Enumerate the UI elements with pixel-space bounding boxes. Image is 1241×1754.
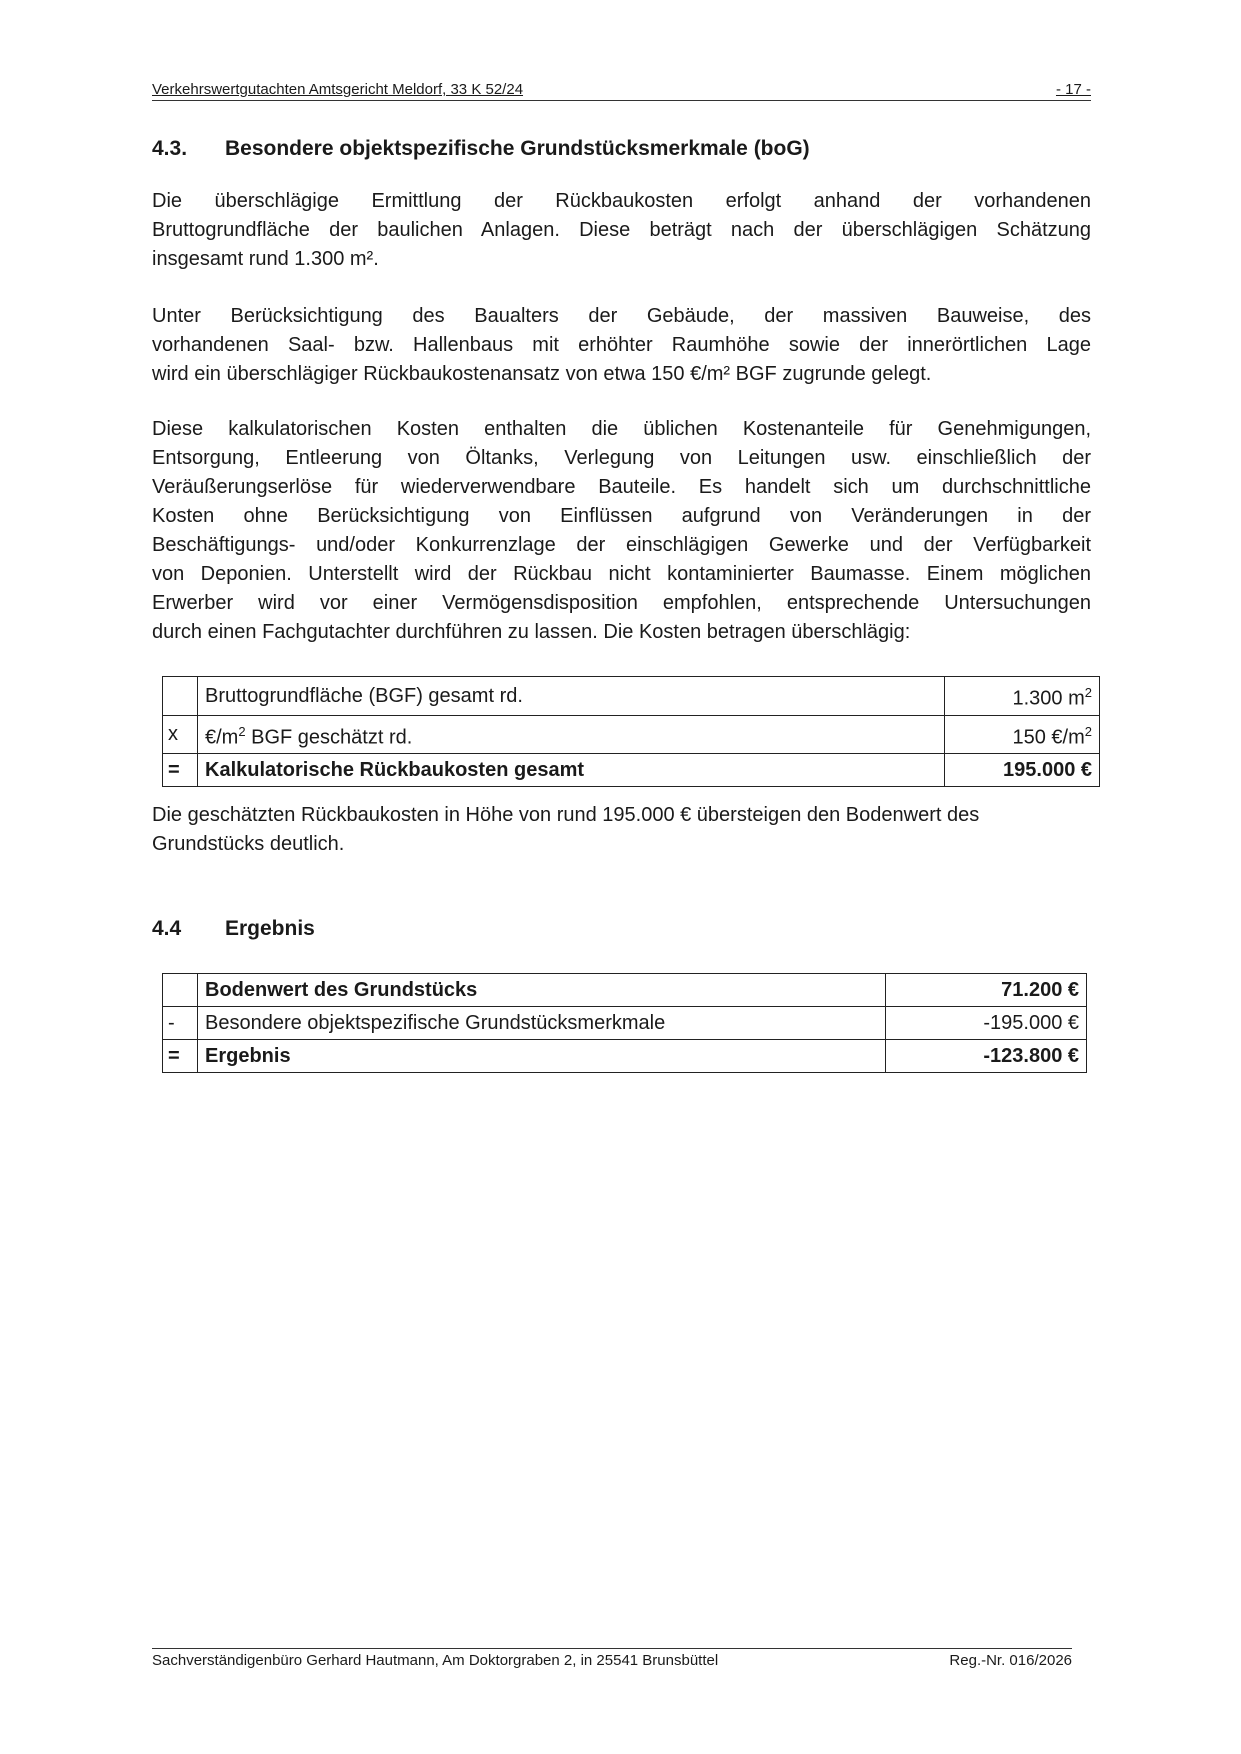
table-row <box>163 1007 1087 1040</box>
value-cell: 195.000 € <box>945 754 1100 787</box>
label-text: BGF geschätzt rd. <box>245 726 413 749</box>
page-header <box>152 80 1091 101</box>
value-cell: -195.000 € <box>886 1007 1087 1040</box>
section-number: 4.3. <box>152 137 188 160</box>
section-heading-4-4 <box>152 916 315 942</box>
text-line: durch einen Fachgutachter durchführen zu lassen. Die Kosten betragen überschlägig: <box>152 621 911 643</box>
text-line: Die überschlägige Ermittlung der Rückbaukosten erfolgt anhand der vorhandenen <box>152 190 1091 212</box>
label-cell: Ergebnis <box>198 1040 886 1073</box>
table-row <box>163 974 1087 1007</box>
section-number: 4.4 <box>152 917 182 940</box>
label-cell: Bruttogrundfläche (BGF) gesamt rd. <box>198 677 945 716</box>
label-cell: Kalkulatorische Rückbaukosten gesamt <box>198 754 945 787</box>
section-title: Ergebnis <box>225 917 315 940</box>
text-line: wird ein überschlägiger Rückbaukostenansatz von etwa 150 €/m² BGF zugrunde gelegt. <box>152 363 932 385</box>
page-footer <box>152 1648 1072 1674</box>
text-line: von Deponien. Unterstellt wird der Rückbau nicht kontaminierter Baumasse. Einem möglichen <box>152 563 1091 585</box>
value-cell: -123.800 € <box>886 1040 1087 1073</box>
footer-office-address: Sachverständigenbüro Gerhard Hautmann, Am Doktorgraben 2, in 25541 Brunsbüttel <box>152 1652 719 1669</box>
value-text: 150 €/m <box>1012 726 1085 749</box>
label-cell: Besondere objektspezifische Grundstücksmerkmale <box>198 1007 886 1040</box>
footer-registration-number: Reg.-Nr. 016/2026 <box>949 1652 1072 1669</box>
paragraph-cost-details <box>152 415 1091 647</box>
text-line: Beschäftigungs- und/oder Konkurrenzlage der einschlägigen Gewerke und der Verfügbarkeit <box>152 534 1091 556</box>
value-text: 1.300 m <box>1012 687 1085 710</box>
label-superscript: 2 <box>238 723 246 739</box>
text-line: Kosten ohne Berücksichtigung von Einflüssen aufgrund von Veränderungen in der <box>152 505 1091 527</box>
text-line: Unter Berücksichtigung des Baualters der Gebäude, der massiven Bauweise, des <box>152 305 1091 327</box>
value-cell <box>945 715 1100 754</box>
value-superscript: 2 <box>1084 685 1092 700</box>
label-cell: Bodenwert des Grundstücks <box>198 974 886 1007</box>
text-line: vorhandenen Saal- bzw. Hallenbaus mit erhöhter Raumhöhe sowie der innerörtlichen Lage <box>152 334 1091 356</box>
label-text: €/m <box>205 726 239 749</box>
text-line: Veräußerungserlöse für wiederverwendbare Bauteile. Es handelt sich um durchschnittliche <box>152 476 1091 498</box>
operator-cell: = <box>163 1040 198 1073</box>
operator-cell: x <box>163 715 198 754</box>
value-cell: 71.200 € <box>886 974 1087 1007</box>
operator-cell <box>163 974 198 1007</box>
table-row-total <box>163 1040 1087 1073</box>
text-line: Erwerber wird vor einer Vermögensdisposition empfohlen, entsprechende Untersuchungen <box>152 592 1091 614</box>
text-line: Bruttogrundfläche der baulichen Anlagen. Diese beträgt nach der überschlägigen Schätzung <box>152 219 1091 241</box>
table-row <box>163 715 1100 754</box>
paragraph-floor-area <box>152 187 1091 274</box>
header-page-number: - 17 - <box>1055 81 1091 98</box>
demolition-cost-table <box>162 676 1100 787</box>
value-cell <box>945 677 1100 716</box>
result-table <box>162 973 1087 1073</box>
text-line: Diese kalkulatorischen Kosten enthalten die üblichen Kostenanteile für Genehmigungen, <box>152 418 1091 440</box>
operator-cell <box>163 677 198 716</box>
table-row-total <box>163 754 1100 787</box>
operator-cell: = <box>163 754 198 787</box>
operator-cell: - <box>163 1007 198 1040</box>
label-cell <box>198 715 945 754</box>
header-document-title: Verkehrswertgutachten Amtsgericht Meldorf, 33 K 52/24 <box>152 81 524 98</box>
table-row <box>163 677 1100 716</box>
section-heading-4-3 <box>152 136 810 162</box>
text-line: Die geschätzten Rückbaukosten in Höhe von rund 195.000 € übersteigen den Bodenwert des <box>152 804 980 826</box>
text-line: Grundstücks deutlich. <box>152 833 345 855</box>
paragraph-cost-rate <box>152 302 1091 389</box>
text-line: Entsorgung, Entleerung von Öltanks, Verlegung von Leitungen usw. einschließlich der <box>152 447 1091 469</box>
value-superscript: 2 <box>1084 723 1092 739</box>
paragraph-conclusion <box>152 801 1091 859</box>
text-line: insgesamt rund 1.300 m². <box>152 248 379 270</box>
section-title: Besondere objektspezifische Grundstücksmerkmale (boG) <box>225 137 810 160</box>
